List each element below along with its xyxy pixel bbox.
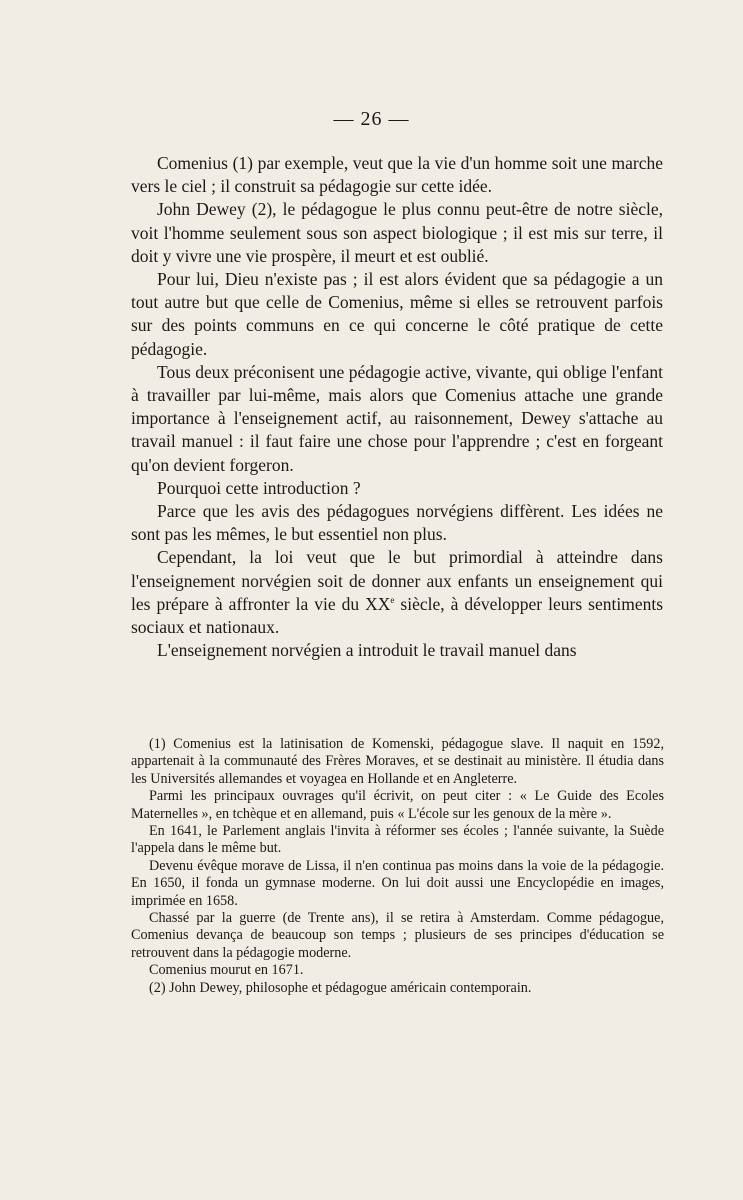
paragraph: L'enseignement norvégien a introduit le travail manuel dans [157,640,577,661]
paragraph-text: siècle, à développer leurs sentiments sociaux et nationaux. [131,593,664,638]
paragraph: Parce que les avis des pédagogues norvégiens diffèrent. Les idées ne sont pas les mêmes, le but essentiel non plus. [131,501,663,545]
footnotes [131,736,664,997]
paragraph-text: Cependant, la loi veut que le but primordial à atteindre dans l'enseignement norvégien soit de donner aux enfants un enseignement qui les prépare à affronter la vie du XX [131,547,663,614]
paragraph: Pourquoi cette introduction ? [157,477,361,498]
paragraph: Pour lui, Dieu n'existe pas ; il est alors évident que sa pédagogie a un tout autre but que celle de Comenius, même si elles se retrouvent parfois sur des points communs en ce qui concerne le côté pratique de cette pédagogie. [131,269,663,359]
footnote: Chassé par la guerre (de Trente ans), il se retira à Amsterdam. Comme pédagogue, Comenius devança de beaucoup son temps ; plusieurs de ses principes d'éducation se retrouvent dans la pédagogie moderne. [131,910,664,961]
paragraph: Tous deux préconisent une pédagogie active, vivante, qui oblige l'enfant à travailler par lui-même, mais alors que Comenius attache une grande importance à l'enseignement actif, au raisonnement, Dewey s'attache au travail manuel : il faut faire une chose pour l'apprendre ; c'est en forgeant qu'on devient forgeron. [131,361,663,475]
paragraph: Comenius (1) par exemple, veut que la vie d'un homme soit une marche vers le ciel ; il construit sa pédagogie sur cette idée. [131,153,663,197]
footnote: Devenu évêque morave de Lissa, il n'en continua pas moins dans la voie de la pédagogie. En 1650, il fonda un gymnase moderne. On lui doit aussi une Encyclopédie en images, imprimée en 1658. [131,857,664,909]
footnote: (2) John Dewey, philosophe et pédagogue américain contemporain. [149,979,532,996]
paragraph [131,546,663,639]
footnote: En 1641, le Parlement anglais l'invita à réformer ses écoles ; l'année suivante, la Suède l'appela dans le même but. [131,823,664,857]
main-text [131,152,663,662]
footnote: Comenius mourut en 1671. [149,962,304,979]
footnote: (1) Comenius est la latinisation de Komenski, pédagogue slave. Il naquit en 1592, appartenait à la communauté des Frères Moraves, et se destinait au ministère. Il étudia dans les Universités allemandes et voyagea en Hollande et en Angleterre. [131,736,664,787]
page-number: — 26 — [333,108,410,130]
paragraph: John Dewey (2), le pédagogue le plus connu peut-être de notre siècle, voit l'homme seulement sous son aspect biologique ; il est mis sur terre, il doit y vivre une vie prospère, il meurt et est oublié. [131,199,663,266]
superscript: e [390,595,395,606]
footnote: Parmi les principaux ouvrages qu'il écrivit, on peut citer : « Le Guide des Ecoles Maternelles », en tchèque et en allemand, puis « L'école sur les genoux de la mère ». [131,788,664,822]
